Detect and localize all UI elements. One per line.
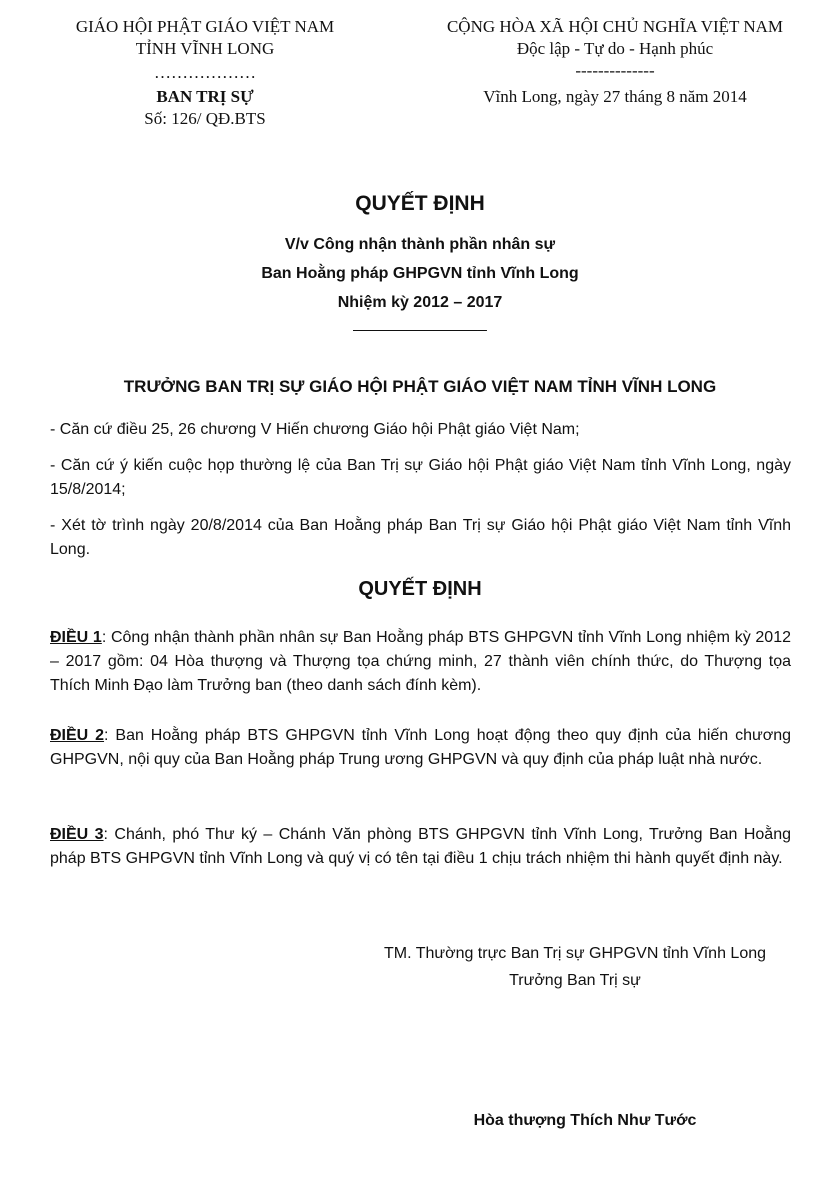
signature-position: Trưởng Ban Trị sự [509,972,641,989]
dotted-separator: ……………… [154,63,256,82]
org-name: GIÁO HỘI PHẬT GIÁO VIỆT NAM [75,17,335,36]
subject-line-3: Nhiệm kỳ 2012 – 2017 [337,294,503,311]
article-1 [50,626,791,698]
article-3-text: : Chánh, phó Thư ký – Chánh Văn phòng BTS GHPGVN tỉnh Vĩnh Long, Trưởng Ban Hoằng pháp BTS GHPGVN tỉnh Vĩnh Long và quý vị có tên tại điều 1 chịu trách nhiệm thi hành quyết định này. [50,826,791,867]
signatory-name: Hòa thượng Thích Như Tước [473,1112,697,1129]
article-2 [50,724,791,772]
national-motto: Độc lập - Tự do - Hạnh phúc [516,39,714,58]
article-1-text: : Công nhận thành phần nhân sự Ban Hoằng pháp BTS GHPGVN tỉnh Vĩnh Long nhiệm kỳ 2012 – 2017 gồm: 04 Hòa thượng và Thượng tọa chứng minh, 27 thành viên chính thức, do Thượng tọa Thích Minh Đạo làm Trưởng ban (theo danh sách đính kèm). [50,629,791,694]
signature-block [340,940,810,994]
legal-basis-1: - Căn cứ điều 25, 26 chương V Hiến chương Giáo hội Phật giáo Việt Nam; [50,421,580,438]
document-title: QUYẾT ĐỊNH [355,192,485,215]
legal-basis-2: - Căn cứ ý kiến cuộc họp thường lệ của Ban Trị sự Giáo hội Phật giáo Việt Nam tỉnh Vĩnh Long, ngày 15/8/2014; [50,457,791,498]
article-2-label: ĐIỀU 2 [50,727,105,744]
article-3 [50,823,791,871]
document-subject [0,230,840,331]
article-2-text: : Ban Hoằng pháp BTS GHPGVN tỉnh Vĩnh Long hoạt động theo quy định của hiến chương GHPGVN, nội quy của Ban Hoằng pháp Trung ương GHPGVN và quy định của pháp luật nhà nước. [50,727,791,768]
document-number: Số: 126/ QĐ.BTS [144,109,266,128]
country-name: CỘNG HÒA XÃ HỘI CHỦ NGHĨA VIỆT NAM [446,17,784,36]
dashed-separator: -------------- [575,61,655,80]
place-date: Vĩnh Long, ngày 27 tháng 8 năm 2014 [483,87,747,106]
legal-basis-3: - Xét tờ trình ngày 20/8/2014 của Ban Hoằng pháp Ban Trị sự Giáo hội Phật giáo Việt Nam tỉnh Vĩnh Long. [50,517,791,558]
issuing-authority: TRƯỞNG BAN TRỊ SỰ GIÁO HỘI PHẬT GIÁO VIỆT NAM TỈNH VĨNH LONG [123,377,717,396]
national-heading [410,16,820,108]
org-province: TỈNH VĨNH LONG [135,39,275,58]
subject-line-1: V/v Công nhận thành phần nhân sự [284,236,556,253]
subject-rule: _______________ [353,315,487,332]
decision-heading: QUYẾT ĐỊNH [358,578,482,600]
issuing-organization [40,16,370,130]
department-name: BAN TRỊ SỰ [156,87,254,106]
subject-line-2: Ban Hoằng pháp GHPGVN tỉnh Vĩnh Long [261,265,579,282]
signature-on-behalf: TM. Thường trực Ban Trị sự GHPGVN tỉnh Vĩnh Long [383,945,767,962]
article-1-label: ĐIỀU 1 [50,629,102,646]
article-3-label: ĐIỀU 3 [50,826,104,843]
